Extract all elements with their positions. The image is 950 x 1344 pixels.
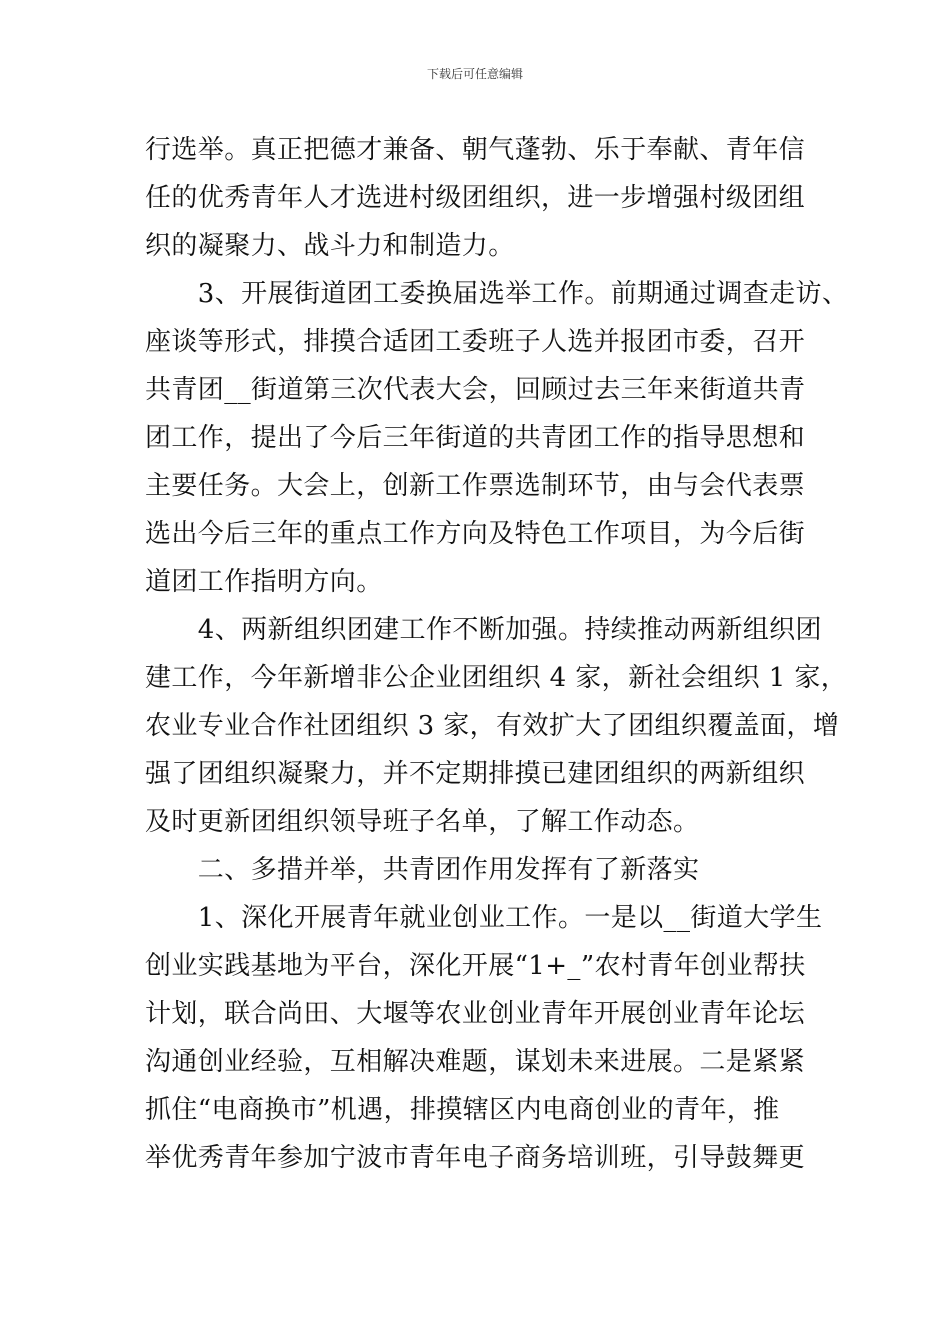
text-line: 道团工作指明方向。 <box>145 567 383 597</box>
paragraph <box>145 126 811 270</box>
text-line: 强了团组织凝聚力，并不定期排摸已建团组织的两新组织 <box>145 759 806 789</box>
text-line: 4、两新组织团建工作不断加强。持续推动两新组织团 <box>145 615 822 645</box>
text-line: 选出今后三年的重点工作方向及特色工作项目，为今后街 <box>145 519 806 549</box>
text-line: 共青团__街道第三次代表大会，回顾过去三年来街道共青 <box>145 375 806 405</box>
text-line: 建工作，今年新增非公企业团组织 4 家，新社会组织 1 家， <box>145 663 848 693</box>
text-line: 及时更新团组织领导班子名单，了解工作动态。 <box>145 807 700 837</box>
paragraph <box>145 894 823 1182</box>
text-line: 行选举。真正把德才兼备、朝气蓬勃、乐于奉献、青年信 <box>145 135 806 165</box>
text-line: 农业专业合作社团组织 3 家，有效扩大了团组织覆盖面，增 <box>145 711 840 741</box>
text-line: 二、多措并举，共青团作用发挥有了新落实 <box>145 855 700 885</box>
text-line: 1、深化开展青年就业创业工作。一是以__街道大学生 <box>145 903 823 933</box>
text-line: 举优秀青年参加宁波市青年电子商务培训班，引导鼓舞更 <box>145 1143 806 1173</box>
document-body <box>145 126 849 1182</box>
page-header: 下载后可任意编辑 <box>426 67 523 81</box>
text-line: 织的凝聚力、战斗力和制造力。 <box>145 231 515 261</box>
text-line: 计划，联合尚田、大堰等农业创业青年开展创业青年论坛 <box>145 999 806 1029</box>
text-line: 沟通创业经验，互相解决难题，谋划未来进展。二是紧紧 <box>145 1047 806 1077</box>
text-line: 座谈等形式，排摸合适团工委班子人选并报团市委，召开 <box>145 327 806 357</box>
text-line: 3、开展街道团工委换届选举工作。前期通过调查走访、 <box>145 279 849 309</box>
paragraph <box>145 606 848 846</box>
text-line: 主要任务。大会上，创新工作票选制环节，由与会代表票 <box>145 471 806 501</box>
text-line: 任的优秀青年人才选进村级团组织，进一步增强村级团组 <box>145 183 806 213</box>
text-line: 团工作，提出了今后三年街道的共青团工作的指导思想和 <box>145 423 806 453</box>
text-line: 创业实践基地为平台，深化开展“1+_”农村青年创业帮扶 <box>145 951 806 981</box>
paragraph <box>145 270 849 606</box>
text-line: 抓住“电商换市”机遇，排摸辖区内电商创业的青年，推 <box>145 1095 780 1125</box>
section-heading <box>145 846 811 894</box>
